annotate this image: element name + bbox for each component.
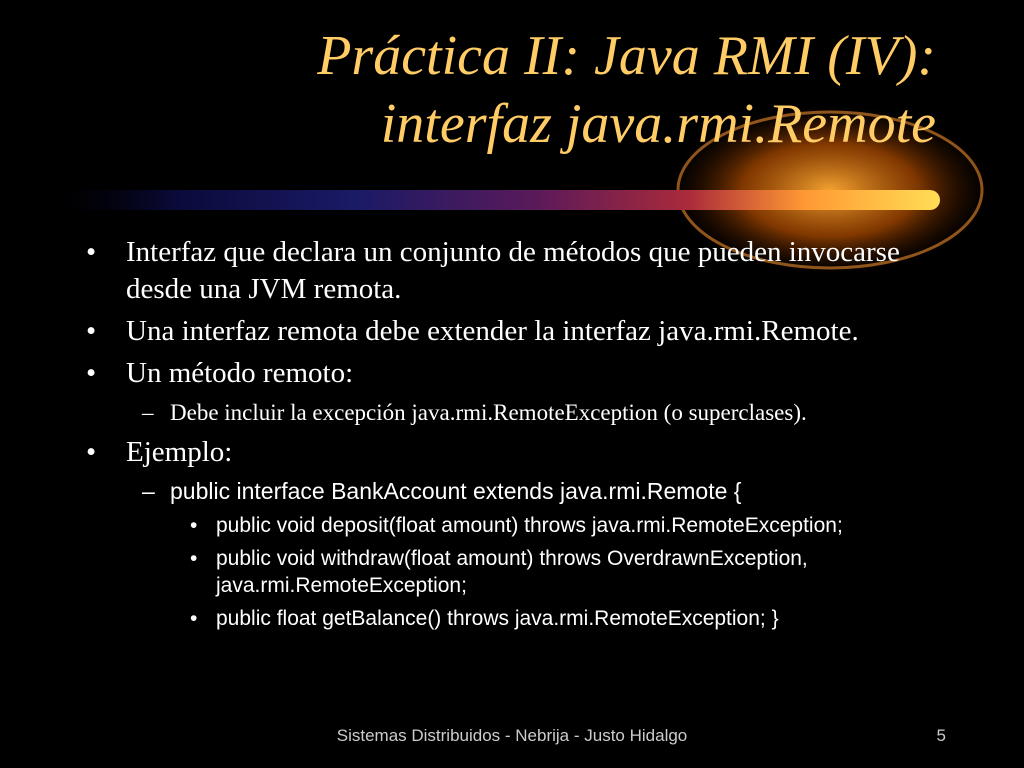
code-item <box>190 545 966 599</box>
code-line: public void deposit(float amount) throws java.rmi.RemoteException; <box>216 514 843 537</box>
page-number: 5 <box>936 726 946 745</box>
bullet-list <box>86 234 966 638</box>
footer-text: Sistemas Distribuidos - Nebrija - Justo Hidalgo <box>336 726 688 745</box>
dash-marker: – <box>142 478 155 504</box>
bullet-marker: • <box>86 315 97 347</box>
code-item <box>190 512 966 539</box>
code-line: public interface BankAccount extends java.rmi.Remote { <box>170 478 742 504</box>
code-line: public void withdraw(float amount) throws OverdrawnException, java.rmi.RemoteException; <box>216 547 808 597</box>
title-line-1: Práctica II: Java RMI (IV): <box>317 25 936 87</box>
sub-bullet-item <box>132 476 966 506</box>
sub-bullet-item <box>132 397 966 428</box>
bullet-text: Ejemplo: <box>126 436 233 468</box>
streak-bar <box>40 190 940 210</box>
bullet-marker: • <box>86 236 97 268</box>
bullet-marker: • <box>86 436 97 468</box>
bullet-item <box>86 234 966 308</box>
bullet-marker: • <box>190 514 198 537</box>
title-line-2: interfaz java.rmi.Remote <box>380 93 936 155</box>
bullet-marker: • <box>190 547 198 570</box>
slide-footer <box>0 722 1024 750</box>
code-line: public float getBalance() throws java.rmi.RemoteException; } <box>216 607 779 630</box>
sub-bullet-text: Debe incluir la excepción java.rmi.RemoteException (o superclases). <box>170 400 807 425</box>
bullet-item <box>86 355 966 392</box>
dash-marker: – <box>142 400 154 425</box>
bullet-marker: • <box>86 357 97 389</box>
bullet-text: Un método remoto: <box>126 357 354 389</box>
bullet-text: Una interfaz remota debe extender la interfaz java.rmi.Remote. <box>126 315 859 347</box>
bullet-marker: • <box>190 607 198 630</box>
slide-title <box>36 22 936 158</box>
bullet-text: Interfaz que declara un conjunto de métodos que pueden invocarse desde una JVM remota. <box>126 236 900 305</box>
bullet-item <box>86 313 966 350</box>
code-item <box>190 605 966 632</box>
bullet-item <box>86 434 966 471</box>
